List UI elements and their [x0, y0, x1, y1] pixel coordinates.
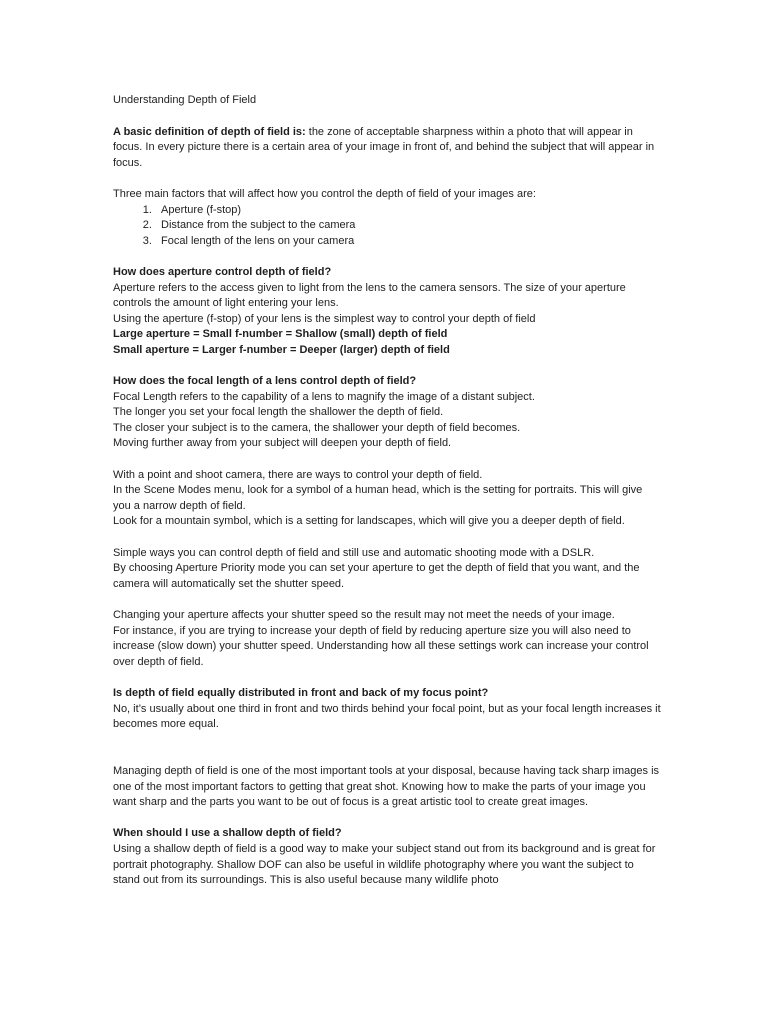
definition-text: the zone of acceptable sharpness within a photo that will appear in focus. In every picture there is a certain area of your image in front of, and behind the subject that will appear in focus.: [113, 125, 655, 169]
dslr-line: Simple ways you can control depth of field and still use and automatic shooting mode with a DSLR.: [113, 546, 595, 559]
definition-paragraph: [113, 125, 663, 172]
focal-line: Focal Length refers to the capability of a lens to magnify the image of a distant subject.: [113, 390, 535, 403]
list-item: 2. Distance from the subject to the camera: [155, 218, 663, 234]
managing-paragraph: Managing depth of field is one of the most important tools at your disposal, because having tack sharp images is one of the most important factors to getting that great shot. Knowing how to make the parts of your image you want sharp and the parts you want to be out of focus is a great artistic tool to create great images.: [113, 764, 660, 809]
aperture-paragraph: Aperture refers to the access given to light from the lens to the camera sensors. The size of your aperture controls the amount of light entering your lens.: [113, 281, 626, 310]
focal-line: The closer your subject is to the camera, the shallower your depth of field becomes.: [113, 421, 521, 434]
document-page: [113, 93, 663, 889]
point-shoot-line: In the Scene Modes menu, look for a symbol of a human head, which is the setting for portraits. This will give you a narrow depth of field.: [113, 484, 643, 512]
large-aperture-rule: Large aperture = Small f-number = Shallow (small) depth of field: [113, 328, 448, 341]
focal-line: Moving further away from your subject will deepen your depth of field.: [113, 437, 452, 450]
definition-label: A basic definition of depth of field is:: [113, 125, 306, 138]
distribution-text: No, it’s usually about one third in front and two thirds behind your focal point, but as your focal length increases it becomes more equal.: [113, 702, 661, 731]
shutter-line: For instance, if you are trying to increase your depth of field by reducing aperture size you will also need to increase (slow down) your shutter speed. Understanding how all these settings work can increase your control over depth of field.: [113, 624, 649, 668]
point-shoot-line: Look for a mountain symbol, which is a setting for landscapes, which will give you a deeper depth of field.: [113, 515, 625, 528]
factors-list: [113, 203, 663, 250]
focal-line: The longer you set your focal length the shallower the depth of field.: [113, 406, 444, 419]
point-shoot-line: With a point and shoot camera, there are ways to control your depth of field.: [113, 468, 483, 481]
aperture-simplest-line: Using the aperture (f-stop) of your lens is the simplest way to control your depth of field: [113, 312, 536, 325]
focal-heading: How does the focal length of a lens control depth of field?: [113, 375, 417, 388]
small-aperture-rule: Small aperture = Larger f-number = Deeper (larger) depth of field: [113, 343, 450, 356]
distribution-heading: Is depth of field equally distributed in front and back of my focus point?: [113, 686, 489, 699]
aperture-heading: How does aperture control depth of field?: [113, 265, 332, 278]
factors-intro: Three main factors that will affect how you control the depth of field of your images are:: [113, 187, 536, 200]
dslr-line: By choosing Aperture Priority mode you can set your aperture to get the depth of field that you want, and the camera will automatically set the shutter speed.: [113, 562, 640, 590]
shallow-paragraph: Using a shallow depth of field is a good way to make your subject stand out from its background and is great for portrait photography. Shallow DOF can also be useful in wildlife photography where you want the subject to stand out from its surroundings. This is also useful because many wildlife photo: [113, 842, 656, 887]
shutter-line: Changing your aperture affects your shutter speed so the result may not meet the needs of your image.: [113, 609, 615, 621]
page-title: Understanding Depth of Field: [113, 94, 257, 106]
shallow-heading: When should I use a shallow depth of field?: [113, 827, 342, 840]
list-item: 1. Aperture (f-stop): [155, 203, 663, 219]
list-item: 3. Focal length of the lens on your camera: [155, 234, 663, 250]
